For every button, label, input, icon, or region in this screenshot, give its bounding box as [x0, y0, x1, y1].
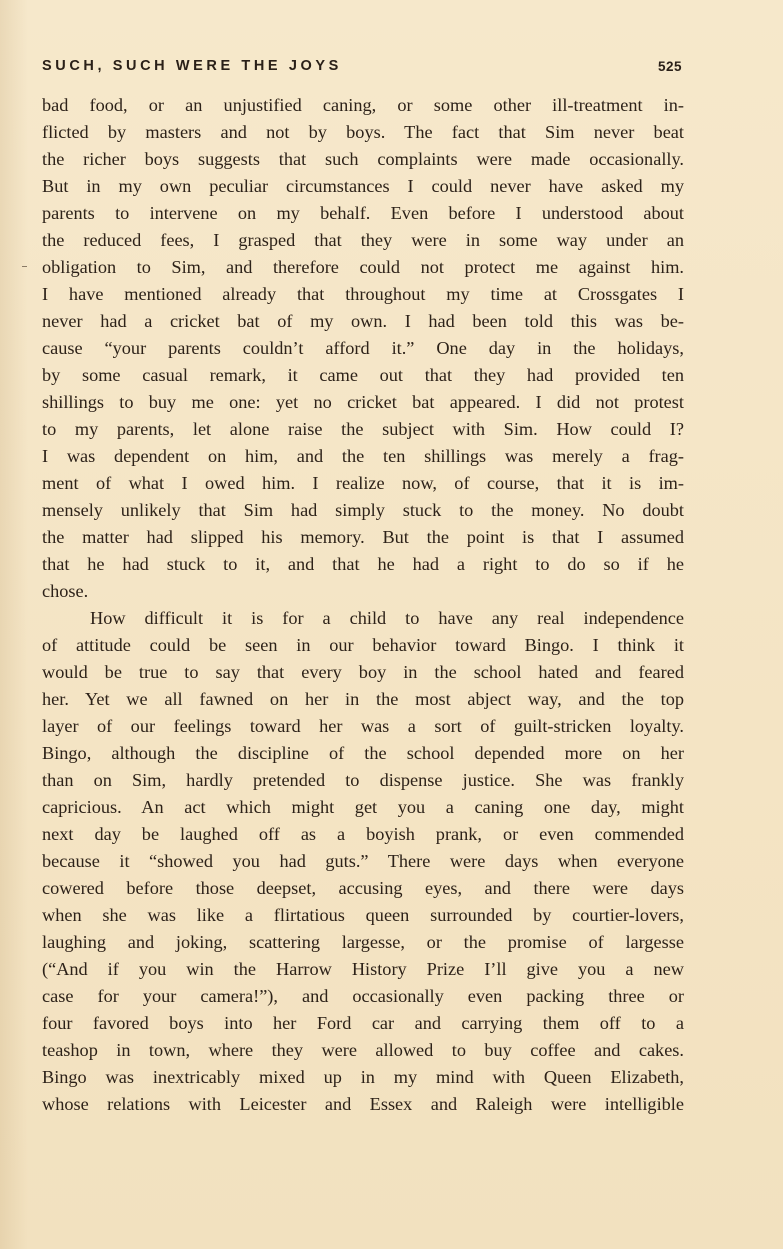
text-line: next day be laughed off as a boyish prank, or even commended [42, 824, 684, 844]
text-line: because it “showed you had guts.” There were days when everyone [42, 851, 684, 871]
text-line: layer of our feelings toward her was a sort of guilt-stricken loyalty. [42, 716, 684, 736]
text-line: Bingo, although the discipline of the school depended more on her [42, 743, 684, 763]
text-line: when she was like a flirtatious queen surrounded by courtier-lovers, [42, 905, 684, 925]
text-line: I was dependent on him, and the ten shillings was merely a frag- [42, 446, 684, 466]
text-line: mensely unlikely that Sim had simply stuck to the money. No doubt [42, 500, 684, 520]
text-line: to my parents, let alone raise the subject with Sim. How could I? [42, 419, 684, 439]
text-line: that he had stuck to it, and that he had a right to do so if he [42, 554, 684, 574]
text-line: four favored boys into her Ford car and carrying them off to a [42, 1013, 684, 1033]
text-line: (“And if you win the Harrow History Prize I’ll give you a new [42, 959, 684, 979]
page-speck [22, 266, 27, 267]
text-line: the reduced fees, I grasped that they were in some way under an [42, 230, 684, 250]
running-title: SUCH, SUCH WERE THE JOYS [42, 58, 342, 74]
text-line: cowered before those deepset, accusing eyes, and there were days [42, 878, 684, 898]
text-line: teashop in town, where they were allowed to buy coffee and cakes. [42, 1040, 684, 1060]
text-line: ment of what I owed him. I realize now, of course, that it is im- [42, 473, 684, 493]
page-number: 525 [657, 59, 682, 74]
text-line: I have mentioned already that throughout my time at Crossgates I [42, 284, 684, 304]
text-line: of attitude could be seen in our behavior toward Bingo. I think it [42, 635, 684, 655]
text-line: than on Sim, hardly pretended to dispense justice. She was frankly [42, 770, 684, 790]
paragraph-start-line: How difficult it is for a child to have any real independence [90, 608, 684, 628]
body-text [42, 92, 684, 1118]
paragraph-end-line: chose. [42, 581, 89, 601]
text-line: never had a cricket bat of my own. I had been told this was be- [42, 311, 684, 331]
text-line: Bingo was inextricably mixed up in my mind with Queen Elizabeth, [42, 1067, 684, 1087]
text-line: would be true to say that every boy in the school hated and feared [42, 662, 684, 682]
text-line: But in my own peculiar circumstances I could never have asked my [42, 176, 684, 196]
text-line: capricious. An act which might get you a caning one day, might [42, 797, 684, 817]
text-line: parents to intervene on my behalf. Even before I understood about [42, 203, 684, 223]
text-line: obligation to Sim, and therefore could not protect me against him. [42, 257, 684, 277]
text-line: whose relations with Leicester and Essex and Raleigh were intelligible [42, 1094, 684, 1114]
text-line: the richer boys suggests that such complaints were made occasionally. [42, 149, 684, 169]
running-head [42, 58, 682, 82]
text-line: bad food, or an unjustified caning, or some other ill-treatment in- [42, 95, 684, 115]
text-line: flicted by masters and not by boys. The fact that Sim never beat [42, 122, 684, 142]
text-line: laughing and joking, scattering largesse, or the promise of largesse [42, 932, 684, 952]
text-line: her. Yet we all fawned on her in the most abject way, and the top [42, 689, 684, 709]
text-line: shillings to buy me one: yet no cricket bat appeared. I did not protest [42, 392, 684, 412]
text-line: the matter had slipped his memory. But the point is that I assumed [42, 527, 684, 547]
text-line: case for your camera!”), and occasionally even packing three or [42, 986, 684, 1006]
text-line: cause “your parents couldn’t afford it.” One day in the holidays, [42, 338, 684, 358]
text-line: by some casual remark, it came out that they had provided ten [42, 365, 684, 385]
